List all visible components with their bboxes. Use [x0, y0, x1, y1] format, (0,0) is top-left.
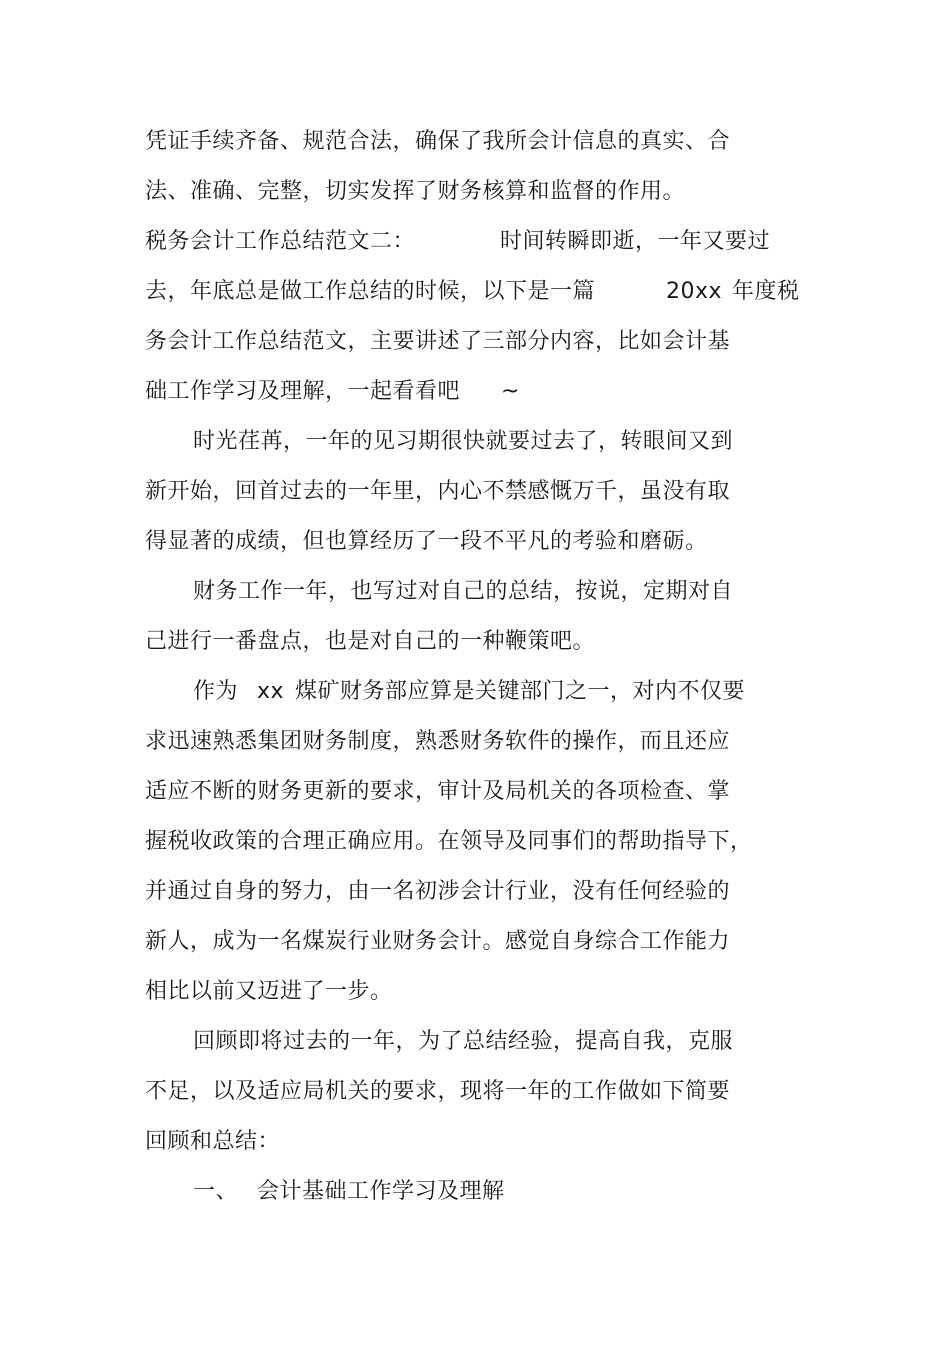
text-segment: ~ — [501, 379, 520, 404]
text-segment: 去，年底总是做工作总结的时候，以下是一篇 — [145, 279, 596, 304]
text-segment: 凭证手续齐备、规范合法，确保了我所会计信息的真实、合 — [145, 129, 731, 154]
text-segment: 新人，成为一名煤炭行业财务会计。感觉自身综合工作能力 — [145, 929, 731, 954]
text-segment: 20xx — [666, 279, 723, 304]
section-heading: 税务会计工作总结范文二： — [145, 229, 416, 254]
text-segment: xx — [257, 679, 285, 704]
text-segment: 新开始，回首过去的一年里，内心不禁感慨万千，虽没有取 — [145, 479, 731, 504]
text-segment: 得显著的成绩，但也算经历了一段不平凡的考验和磨砺。 — [145, 529, 708, 554]
text-segment: 财务工作一年，也写过对自己的总结，按说，定期对自 — [193, 579, 734, 604]
section-heading: 会计基础工作学习及理解 — [257, 1179, 505, 1204]
text-segment: 煤矿财务部应算是关键部门之一，对内不仅要 — [295, 679, 746, 704]
text-segment: 相比以前又迈进了一步。 — [145, 979, 393, 1004]
text-segment: 不足，以及适应局机关的要求，现将一年的工作做如下简要 — [145, 1079, 731, 1104]
text-segment: 握税收政策的合理正确应用。在领导及同事们的帮助指导下， — [145, 829, 753, 854]
text-segment: 回顾和总结： — [145, 1129, 281, 1154]
text-segment: 务会计工作总结范文，主要讲述了三部分内容，比如会计基 — [145, 329, 731, 354]
text-segment: 时间转瞬即逝，一年又要过 — [500, 229, 771, 254]
heading-number: 一、 — [193, 1179, 239, 1204]
text-segment: 己进行一番盘点，也是对自己的一种鞭策吧。 — [145, 629, 596, 654]
text-segment: 适应不断的财务更新的要求，审计及局机关的各项检查、掌 — [145, 779, 731, 804]
text-segment: 础工作学习及理解，一起看看吧 — [145, 379, 461, 404]
text-segment: 时光荏苒，一年的见习期很快就要过去了，转眼间又到 — [193, 429, 734, 454]
text-segment: 求迅速熟悉集团财务制度，熟悉财务软件的操作，而且还应 — [145, 729, 731, 754]
text-segment: 回顾即将过去的一年，为了总结经验，提高自我，克服 — [193, 1029, 734, 1054]
text-segment: 法、准确、完整，切实发挥了财务核算和监督的作用。 — [145, 179, 686, 204]
text-segment: 并通过自身的努力，由一名初涉会计行业，没有任何经验的 — [145, 879, 731, 904]
text-segment: 年度税 — [732, 279, 800, 304]
text-segment: 作为 — [193, 679, 239, 704]
